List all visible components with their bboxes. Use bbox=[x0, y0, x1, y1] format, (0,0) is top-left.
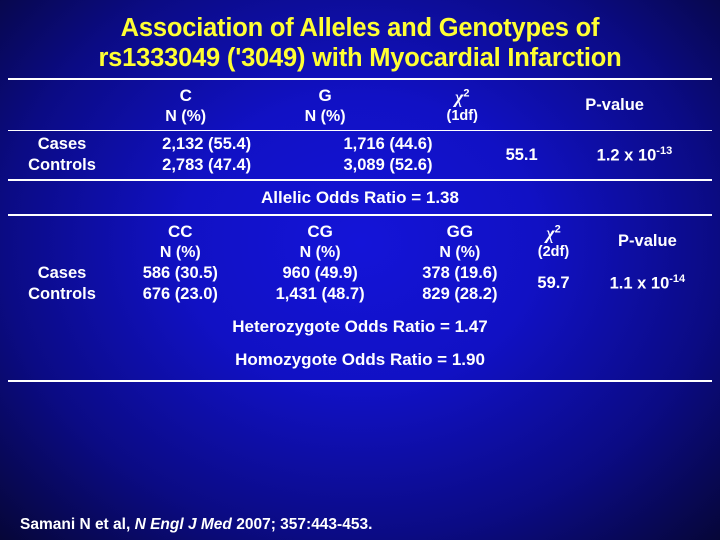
allele-header-corner bbox=[8, 85, 116, 107]
heterozygote-odds-ratio: Heterozygote Odds Ratio = 1.47 bbox=[232, 316, 488, 336]
citation-details: 2007; 357:443-453. bbox=[236, 516, 373, 533]
page-title bbox=[0, 0, 720, 78]
allele-header-pvalue: P-value bbox=[585, 96, 644, 115]
genotype-cases-cg: 960 (49.9) bbox=[282, 263, 358, 282]
allele-cases-g: 1,716 (44.6) bbox=[343, 135, 433, 154]
genotype-pvalue-base: 1.1 x 10 bbox=[609, 274, 670, 293]
genotype-header-gg: GG bbox=[446, 221, 474, 241]
genotype-row-label-cases: Cases bbox=[37, 263, 87, 282]
genotype-header-row bbox=[8, 221, 712, 243]
table-row bbox=[8, 134, 712, 155]
genotype-header-cc: CC bbox=[168, 221, 193, 241]
allele-subheader-corner bbox=[8, 107, 116, 127]
allele-header-spacer bbox=[395, 85, 407, 107]
genotype-pvalue-value bbox=[583, 263, 712, 305]
genotype-cases-gg: 378 (19.6) bbox=[422, 263, 498, 282]
genotype-row-label-controls: Controls bbox=[28, 284, 96, 303]
genotype-controls-gg: 829 (28.2) bbox=[422, 284, 498, 303]
genotype-table bbox=[8, 221, 712, 305]
allele-data-table bbox=[8, 134, 712, 176]
allele-row-label-controls: Controls bbox=[28, 156, 96, 175]
allele-header-g: G bbox=[318, 85, 332, 105]
title-line-1: Association of Alleles and Genotypes of bbox=[120, 14, 600, 42]
genotype-header-pvalue: P-value bbox=[618, 232, 677, 251]
divider-bottom bbox=[8, 380, 712, 382]
homozygote-odds-ratio: Homozygote Odds Ratio = 1.90 bbox=[235, 349, 485, 369]
allele-subheader-c: N (%) bbox=[165, 107, 207, 125]
allele-subheader-g: N (%) bbox=[304, 107, 346, 125]
allele-subheader-spacer bbox=[395, 107, 407, 127]
genotype-chi-value: 59.7 bbox=[537, 274, 570, 293]
allele-header-chi bbox=[407, 85, 517, 127]
chi-superscript: 2 bbox=[463, 87, 470, 100]
citation-journal: N Engl J Med bbox=[134, 516, 232, 533]
genotype-header-cg: CG bbox=[307, 221, 333, 241]
genotype-header-chi bbox=[524, 221, 583, 263]
chi-symbol: χ bbox=[546, 223, 555, 244]
genotype-controls-cg: 1,431 (48.7) bbox=[275, 284, 365, 303]
allele-controls-c: 2,783 (47.4) bbox=[162, 156, 252, 175]
allele-pvalue-value bbox=[557, 134, 712, 176]
allele-row-label-cases: Cases bbox=[37, 135, 87, 154]
genotype-subheader-gg: N (%) bbox=[439, 243, 481, 261]
allele-header-row bbox=[8, 85, 712, 107]
allele-header-c: C bbox=[179, 85, 192, 105]
genotype-subheader-corner bbox=[8, 243, 116, 263]
allele-table bbox=[8, 85, 712, 127]
genotype-controls-cc: 676 (23.0) bbox=[142, 284, 218, 303]
genotype-cases-cc: 586 (30.5) bbox=[142, 263, 218, 282]
allele-controls-g: 3,089 (52.6) bbox=[343, 156, 433, 175]
citation bbox=[0, 510, 720, 534]
allele-pvalue-base: 1.2 x 10 bbox=[596, 146, 657, 165]
title-line-2: rs1333049 ('3049) with Myocardial Infarction bbox=[98, 43, 622, 72]
allele-chi-value: 55.1 bbox=[505, 145, 538, 164]
genotype-df-label: (2df) bbox=[537, 244, 570, 261]
genotype-pvalue-exponent: -14 bbox=[669, 273, 686, 286]
allele-cases-c: 2,132 (55.4) bbox=[162, 135, 252, 154]
table-row bbox=[8, 263, 712, 284]
genotype-subheader-cc: N (%) bbox=[159, 243, 201, 261]
allele-row-spacer-1 bbox=[479, 134, 487, 155]
genotype-header-corner bbox=[8, 221, 116, 243]
chi-symbol: χ bbox=[454, 87, 464, 108]
allele-row-spacer-2 bbox=[479, 155, 487, 176]
allele-pvalue-exponent: -13 bbox=[656, 144, 673, 157]
chi-superscript: 2 bbox=[554, 223, 561, 236]
allelic-odds-ratio: Allelic Odds Ratio = 1.38 bbox=[261, 187, 459, 207]
allele-df-label: (1df) bbox=[446, 108, 478, 125]
citation-authors: Samani N et al, bbox=[20, 516, 131, 533]
genotype-subheader-cg: N (%) bbox=[299, 243, 341, 261]
